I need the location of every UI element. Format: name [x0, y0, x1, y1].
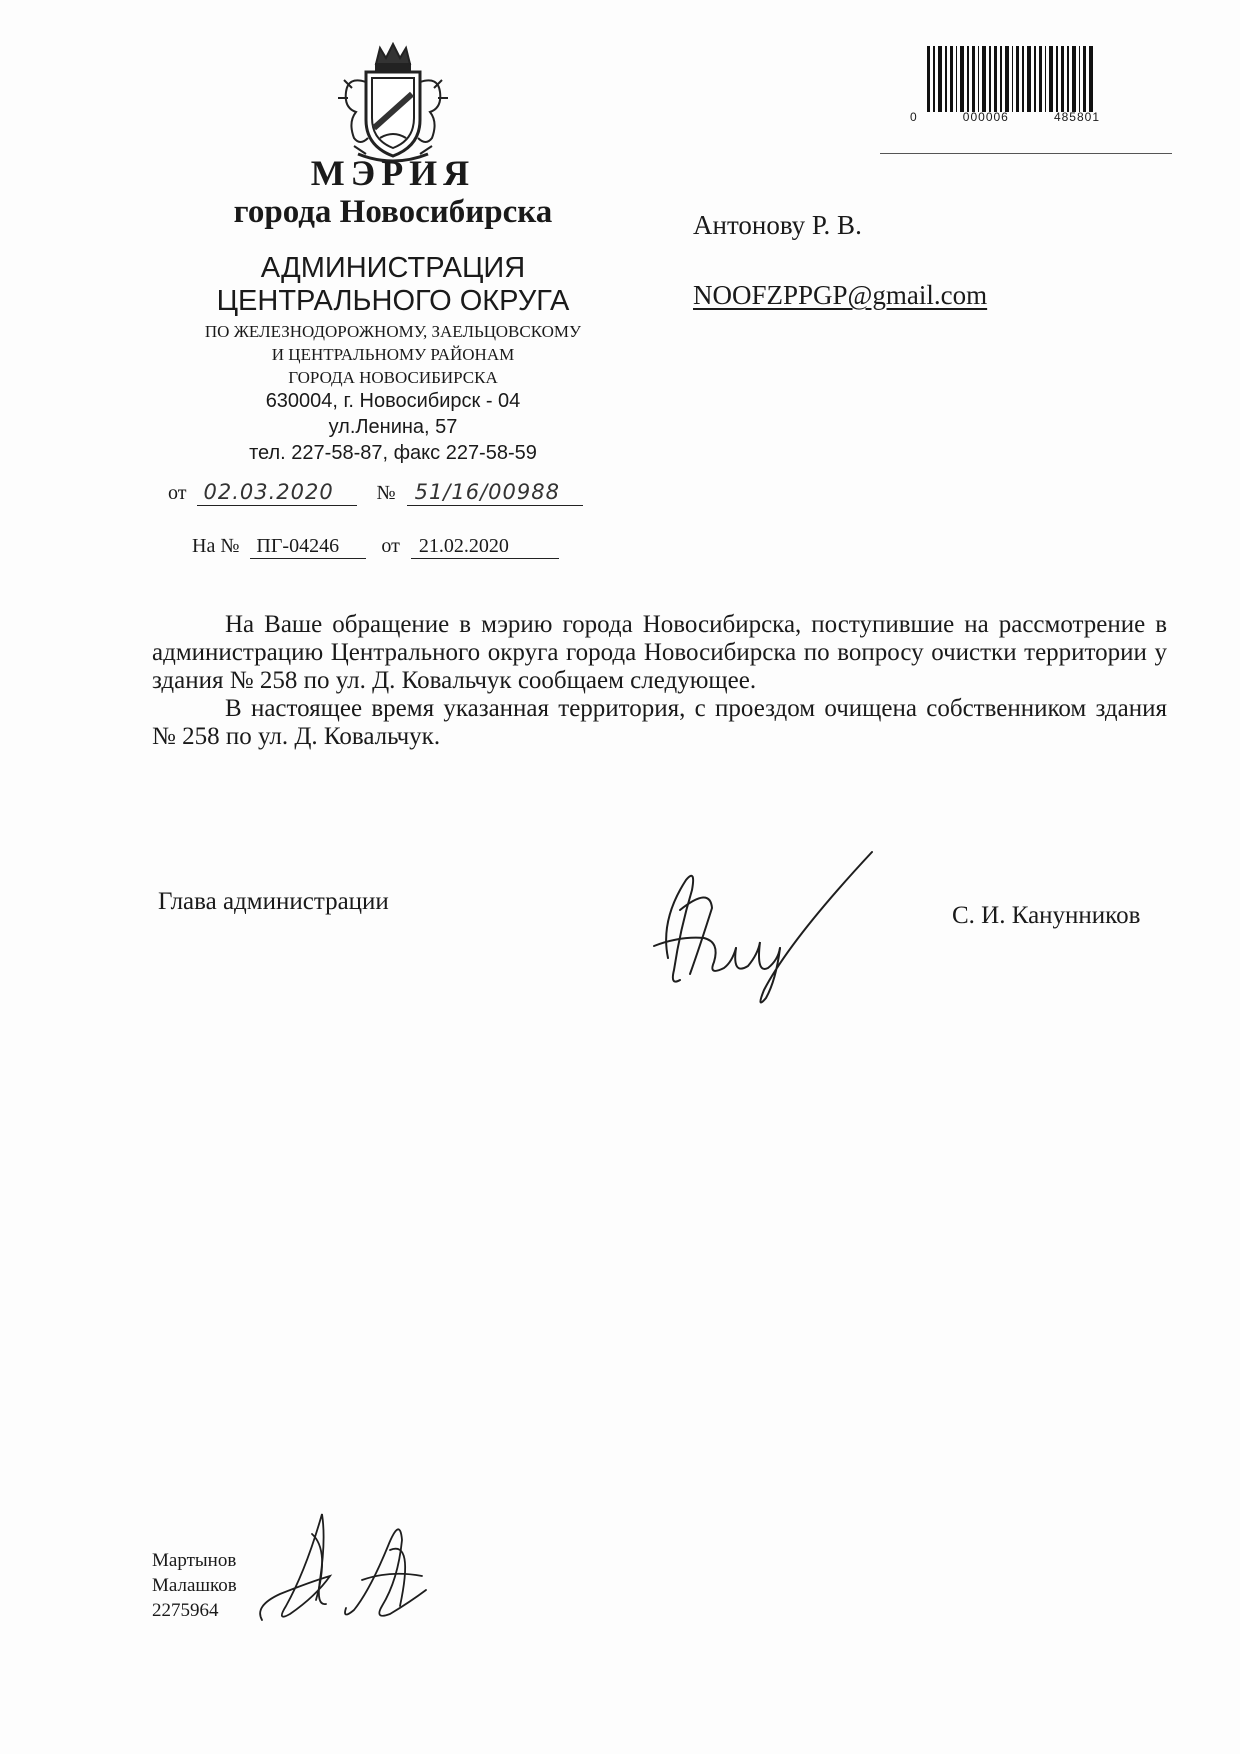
barcode-icon	[927, 46, 1093, 112]
address-line: 630004, г. Новосибирск - 04	[265, 390, 521, 412]
administration-line: АДМИНИСТРАЦИЯ	[260, 252, 526, 284]
mayoralty-title: МЭРИЯ	[310, 153, 476, 193]
executor-line: Мартынов	[152, 1550, 237, 1571]
district-line: И ЦЕНТРАЛЬНОМУ РАЙОНАМ	[271, 345, 515, 364]
barcode-digit-group: 0	[910, 110, 918, 124]
addressee-name: Антонову Р. В.	[693, 210, 862, 240]
number-label: №	[376, 482, 396, 504]
reply-to-label: На №	[192, 535, 240, 557]
barcode-divider	[880, 153, 1172, 154]
outgoing-number: 51/16/00988	[414, 480, 560, 504]
from-label: от	[168, 482, 187, 504]
reply-to-number: ПГ-04246	[256, 535, 340, 557]
city-title: города Новосибирска	[233, 194, 553, 230]
barcode-digits	[910, 110, 1100, 124]
executor-contacts	[152, 1548, 237, 1623]
letter-body	[152, 611, 1167, 751]
signer-name: С. И. Канунников	[952, 902, 1141, 929]
district-description	[140, 320, 646, 389]
district-line: ГОРОДА НОВОСИБИРСКА	[288, 368, 498, 387]
outgoing-date: 02.03.2020	[203, 480, 334, 504]
district-line: ПО ЖЕЛЕЗНОДОРОЖНОМУ, ЗАЕЛЬЦОВСКОМУ	[204, 322, 582, 341]
addressee-email[interactable]: NOOFZPPGP@gmail.com	[693, 280, 988, 310]
administration-name	[170, 252, 616, 318]
barcode-digit-group: 000006	[962, 110, 1009, 124]
city-coat-of-arms-icon	[336, 42, 450, 164]
reply-date-label: от	[381, 535, 400, 557]
reply-reference	[192, 534, 559, 559]
signer-position: Глава администрации	[158, 888, 389, 915]
administration-line: ЦЕНТРАЛЬНОГО ОКРУГА	[216, 285, 570, 317]
barcode-digit-group: 485801	[1053, 110, 1100, 124]
address-line: ул.Ленина, 57	[328, 416, 458, 438]
body-paragraph: На Ваше обращение в мэрию города Новосибирска, поступившие на рассмотрение в администрацию Центрального округа города Новосибирска по вопросу очистки территории у здания № 258 по ул. Д. Ковальчук сообщаем следующее.	[152, 611, 1167, 694]
address-line: тел. 227-58-87, факс 227-58-59	[249, 442, 537, 464]
outgoing-registration	[168, 480, 583, 506]
reply-date: 21.02.2020	[418, 535, 509, 557]
executor-phone: 2275964	[152, 1600, 219, 1621]
handwritten-signature	[640, 850, 875, 1010]
office-address	[140, 388, 646, 466]
executor-line: Малашков	[152, 1575, 237, 1596]
body-paragraph: В настоящее время указанная территория, с проездом очищена собственником здания № 258 по ул. Д. Ковальчук.	[152, 695, 1167, 750]
approval-signatures	[250, 1510, 440, 1630]
